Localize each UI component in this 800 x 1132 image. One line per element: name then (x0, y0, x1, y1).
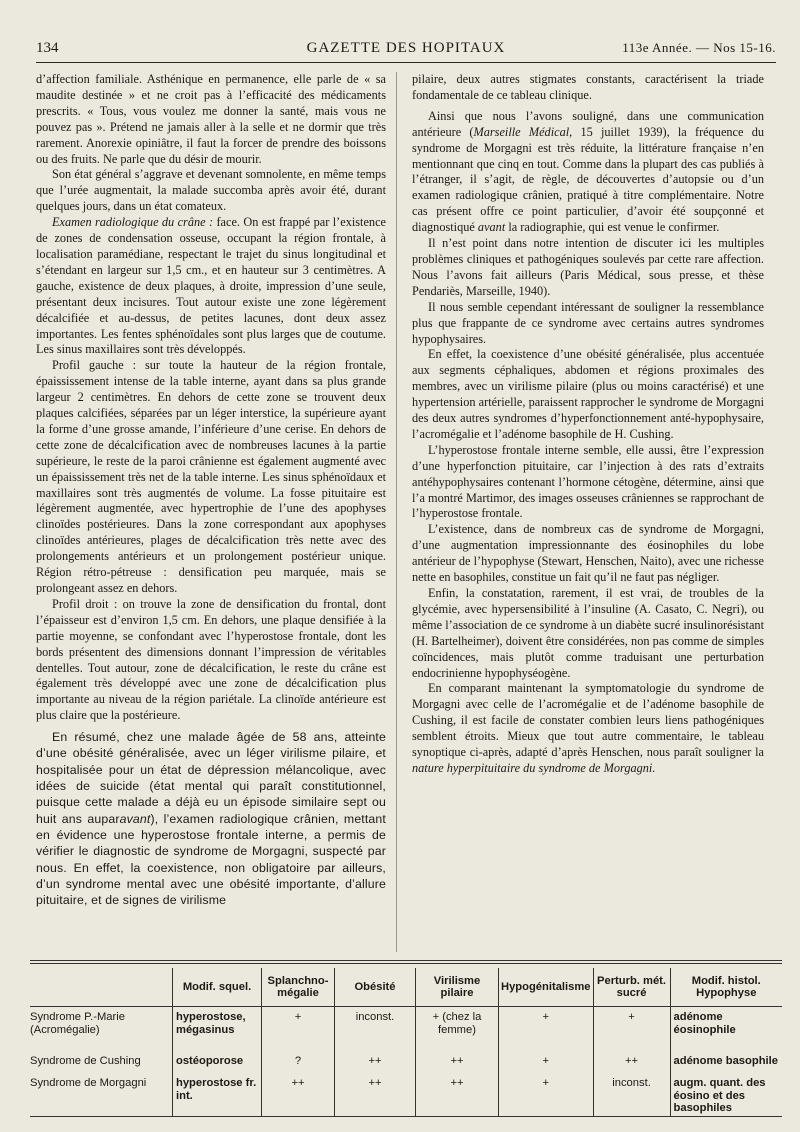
paragraph: L’existence, dans de nombreux cas de syndrome de Morgagni, d’une augmentation impressionnante des éosinophiles du lobe antérieur de l’hypophyse (Stewart, Henschen, Naito), avec une richesse nette en basophiles, constitue un fait qu’il ne faut pas négliger. (412, 522, 764, 585)
paragraph: L’hyperostose frontale interne semble, elle aussi, être l’expression d’une hyperfonction pituitaire, car l’injection à des rats d’extraits antéhypophysaires contenant l’hormone cétogène, détermine, ainsi que l’a montré Martimor, des images osseuses crâniennes se rapprochant de l’hyperostose frontale. (412, 442, 764, 521)
paragraph: En effet, la coexistence d’une obésité généralisée, plus accentuée aux segments céphaliques, abdomen et régions proximales des membres, avec un virilisme pilaire (plus ou moins caractérisé) et une hypertension artérielle, paraissent rapprocher le syndrome de Morgagni des deux autres syndromes d’hyperfonctionnement anté-hypophysaire, l’acromégalie et l’adénome basophile de H. Cushing. (412, 347, 764, 441)
table-header: Splanchno-mégalie (262, 968, 335, 1007)
paragraph: En comparant maintenant la symptomatologie du syndrome de Morgagni avec celle de l’acromégalie et de l’adénome basophile de Cushing, il est facile de constater combien leurs liens pathogéniques semblent étroits. Mieux que tout autre commentaire, le tableau synoptique ci-après, adapté d’après Henschen, nous paraît souligner la nature hyperpituitaire du syndrome de Morgagni. (412, 681, 764, 775)
table-header: Obésité (335, 968, 416, 1007)
right-column (412, 72, 764, 950)
left-column (36, 72, 386, 950)
paragraph: Ainsi que nous l’avons souligné, dans une communication antérieure (Marseille Médical, 15 juillet 1939), la fréquence du syndrome de Morgagni est très réduite, la littérature française n’en mentionnant que cinq en tout. Comme dans la plupart des cas publiés à l’étranger, il s’agit, de règle, de découvertes d’autopsie ou d’un examen radiologique crânien, pratiqué à titre complémentaire. Notre cas présent offre ce point particulier, d’avoir été soupçonné et diagnostiqué avant la radiographie, qui est venue le confirmer. (412, 108, 764, 235)
table-header: Hypogénitalisme (499, 968, 594, 1007)
table-top-rule (30, 960, 782, 964)
paragraph: Il n’est point dans notre intention de discuter ici les multiples problèmes cliniques et pathogéniques soulevés par cette rare affection. Nous l’avons fait ailleurs (Paris Médical, sous presse, et thèse Pendariès, Marseille, 1940). (412, 236, 764, 298)
table-cell: ostéoporose (173, 1054, 262, 1076)
table-cell: + (593, 1007, 670, 1055)
table-cell: ++ (593, 1054, 670, 1076)
table-cell: ++ (416, 1054, 499, 1076)
table-header (30, 968, 173, 1007)
paragraph: Examen radiologique du crâne : face. On est frappé par l’existence de zones de condensation osseuse, occupant la région frontale, à localisation paramédiane, respectant le trajet du sinus longitudinal et s’étendant en largeur sur 1,5 cm., et en hauteur sur 3 centimètres. A gauche, existence de deux plaques, à droite, impression d’une seule, présentant deux incisures. Tout autour existe une zone légèrement décalcifiée et au-dessus, de petites lacunes, dont deux assez importantes. Les fentes sphénoïdales sont plus larges que de coutume. Les sinus maxillaires sont très développés. (36, 215, 386, 357)
table-cell: inconst. (335, 1007, 416, 1055)
paragraph: Il nous semble cependant intéressant de souligner la ressemblance plus que frappante de ce syndrome avec certains autres syndromes hypophysaires. (412, 299, 764, 346)
running-header (36, 30, 776, 63)
table-cell: + (262, 1007, 335, 1055)
table-cell: inconst. (593, 1076, 670, 1116)
synoptic-table (30, 968, 782, 1117)
paragraph: Enfin, la constatation, rarement, il est vrai, de troubles de la glycémie, avec hypersensibilité à l’insuline (A. Casato, C. Negri), ou même l’association de ce syndrome à un diabète sucré insulinorésistant (H. Bartelheimer), doivent être considérées, non pas comme de simples coïncidences, mais plutôt comme traduisant une perturbation endocrinienne hypophyséogène. (412, 586, 764, 680)
table-cell: ++ (335, 1054, 416, 1076)
table-cell: augm. quant. des éosino et des basophiles (670, 1076, 782, 1116)
table-cell: + (499, 1076, 594, 1116)
summary-paragraph: En résumé, chez une malade âgée de 58 ans, atteinte d’une obésité généralisée, avec un léger virilisme pilaire, et hospitalisée pour un état de dépression mélancolique, avec idées de suicide (état mental qui paraît constitutionnel, puisque cette malade a déjà eu un épisode similaire sept ou huit ans auparavant), l’examen radiologique crânien, mettant en évidence une hyperostose frontale interne, a permis de vérifier le diagnostic de syndrome de Morgagni, suspecté par nous. En effet, la coexistence, non obligatoire par ailleurs, d’un syndrome mental avec une obésité importante, d’allure pituitaire, et de signes de virilisme (36, 730, 386, 908)
table-cell: + (499, 1054, 594, 1076)
table-cell: + (499, 1007, 594, 1055)
table-cell: adénome éosinophile (670, 1007, 782, 1055)
table-header-row (30, 968, 782, 1007)
table-cell: Syndrome de Cushing (30, 1055, 141, 1067)
table-header: Virilisme pilaire (416, 968, 499, 1007)
paragraph: pilaire, deux autres stigmates constants, caractérisent la triade fondamentale de ce tableau clinique. (412, 72, 764, 102)
issue-info: 113e Année. — Nos 15-16. (622, 40, 776, 55)
table-cell: ++ (416, 1076, 499, 1116)
table-header: Modif. histol. Hypophyse (670, 968, 782, 1007)
table-row (30, 1007, 782, 1055)
journal-title: GAZETTE DES HOPITAUX (306, 40, 506, 56)
paragraph: Son état général s’aggrave et devenant somnolente, en même temps que l’urée augmentait, la malade succomba après avoir été, durant quelques jours, dans un état comateux. (36, 167, 386, 214)
paragraph: Profil droit : on trouve la zone de densification du frontal, dont l’épaisseur est d’environ 1,5 cm. En dehors, une plaque densifiée à la partie moyenne, se confondant avec l’hyperostose frontale, dont les bords présentent des dimensions donnant l’impression de véritables dentelles. Tout autour, zone de décalcification, le reste du crâne est également très développé avec une zone de décalcification plus importante au niveau de la région pariétale. La clinoïde antérieure est plus claire que la postérieure. (36, 596, 386, 723)
table-header: Modif. squel. (173, 968, 262, 1007)
table-cell: hyperostose, mégasinus (173, 1007, 262, 1055)
table-cell: Syndrome P.-Marie (Acromégalie) (30, 1011, 125, 1036)
page-number: 134 (36, 40, 59, 56)
table-cell: + (chez la femme) (416, 1007, 499, 1055)
paragraph: Profil gauche : sur toute la hauteur de la région frontale, épaississement intense de la table interne, ayant dans sa plus grande largeur 2 centimètres. En dehors de cette zone se trouvent deux plaques calcifiées, séparées par un léger interstice, la supérieure ayant la forme d’une grosse amande, l’inférieure d’une cerise. En dehors de cette zone de décalcification avec de nombreuses lacunes à la partie supérieure, le reste de la paroi crânienne est également augmenté avec un épaississement très net de la table interne. Les sinus sphénoïdaux et maxillaires sont très augmentés de volume. La fosse pituitaire est légèrement augmentée, avec hypertrophie de l’une des apophyses clinoïdes postérieures. Dans la zone correspondant aux apophyses clinoïdes antérieures, plages de décalcification très nette avec des prolongements antérieurs et un prolongement postérieur unique. Région rétro-pétreuse : densification peu marquée, mais se prolongeant assez en dehors. (36, 358, 386, 595)
table-row (30, 1076, 782, 1116)
table-cell: ++ (262, 1076, 335, 1116)
table-cell: hyperostose fr. int. (173, 1076, 262, 1116)
table-cell: ++ (335, 1076, 416, 1116)
column-divider (396, 72, 397, 952)
table-cell: ? (262, 1054, 335, 1076)
table-row (30, 1054, 782, 1076)
paragraph: d’affection familiale. Asthénique en permanence, elle parle de « sa maudite destinée » et ne croit pas à l’efficacité des médicaments prescrits. « Tous, vous voulez me donner la santé, mais vous ne pouvez pas ». Prétend ne jamais aller à la selle et ne dormir que très rarement. Anorexie opiniâtre, il faut la forcer de prendre des boissons ou des fruits. Ne parle que du désir de mourir. (36, 72, 386, 166)
table-cell: Syndrome de Morgagni (30, 1076, 173, 1116)
table-cell: adénome basophile (670, 1054, 782, 1076)
table-header: Perturb. mét. sucré (593, 968, 670, 1007)
